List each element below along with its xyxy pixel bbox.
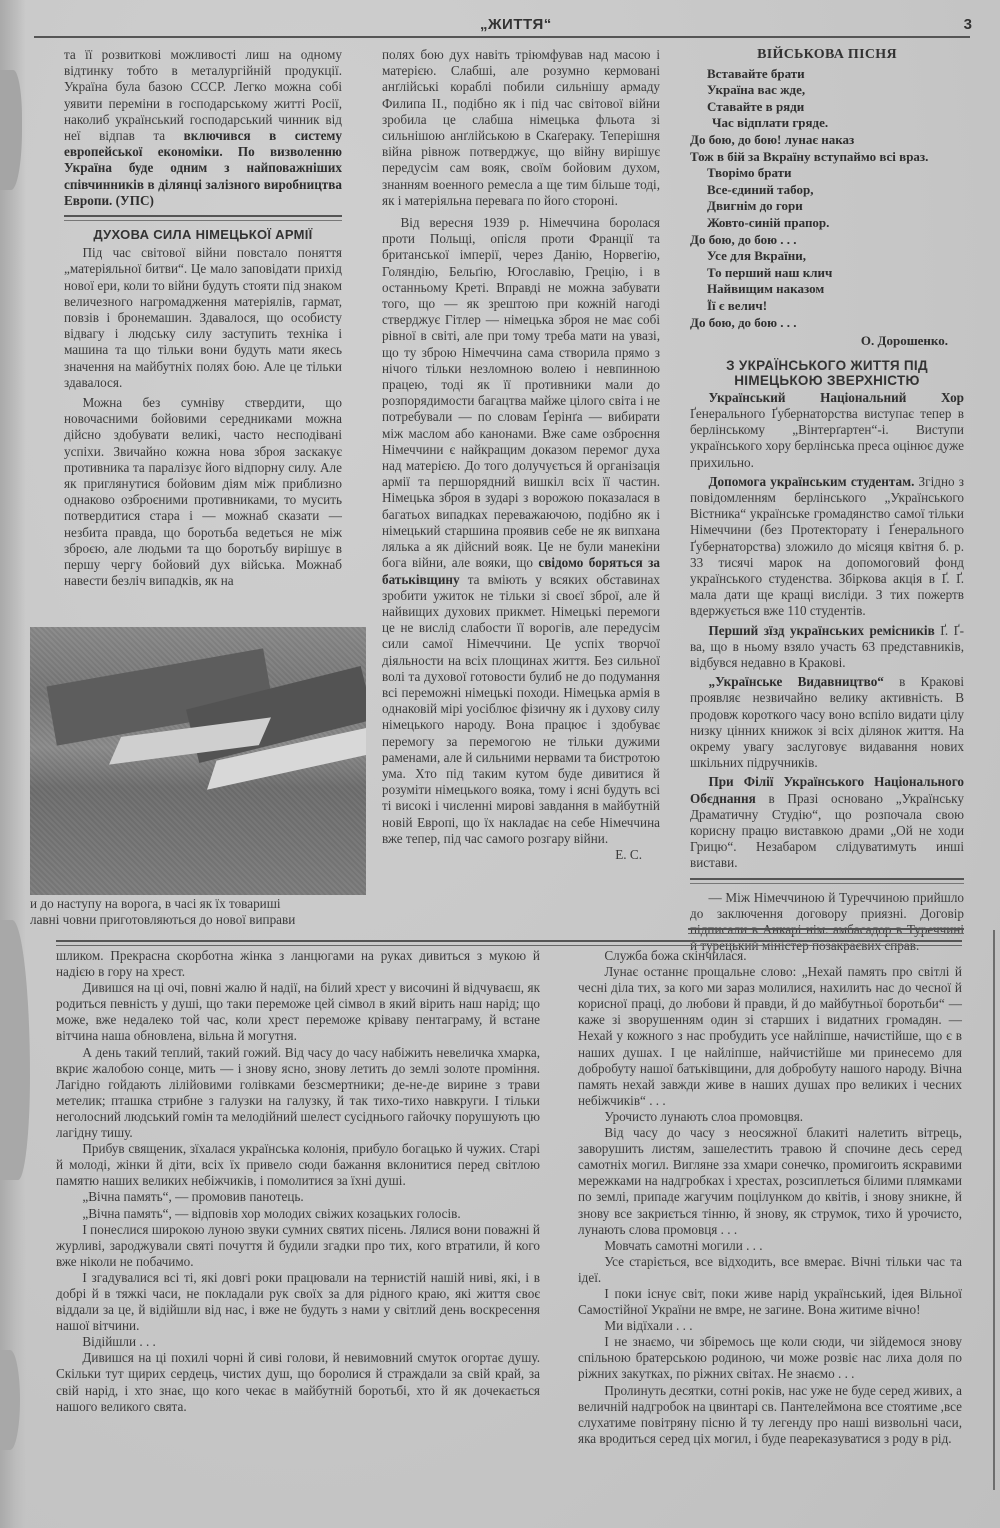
news-item-lead: При Філії Українського Національного Обєднання [690, 774, 964, 806]
caption-line: лавні човни приготовляються до нової виправи [30, 912, 296, 928]
poem-line: До бою, до бою! лунає наказ [690, 131, 855, 147]
torn-paper-patch [0, 70, 22, 190]
column-2 [382, 47, 660, 863]
brief-news: — Між Німеччиною й Туреччиною прийшло до заключення договору приязні. Договір підписали в Анкарі нім. амбасадор в Туреччині й турецький міністер позакраєвих справ. [690, 889, 964, 954]
story-paragraph: „Вічна память“, — промовив панотець. [82, 1189, 304, 1205]
poem-line: Жовто-синій прапор. [707, 214, 830, 230]
news-item-text: Ґенерального Ґубернаторства виступає тепер в берлінському „Вінтерґартен“-і. Виступи українського хору берлінська преса оцінює дуже прихильно. [690, 405, 964, 470]
poem-line: Тож в бій за Вкраїну вступаймо всі враз. [690, 148, 929, 164]
poem-line: Найвищим наказом [707, 281, 825, 297]
news-item-lead: Допомога українським студентам. [708, 473, 915, 489]
story-paragraph: І поки існує світ, поки живе нарід український, ідея Вільної Самостійної України не вмре, не загине. Вона житиме вічно! [578, 1285, 962, 1318]
news-item-lead: Український Національний Хор [708, 389, 964, 405]
intro-paragraph [64, 47, 342, 209]
story-paragraph: Відійшли . . . [82, 1334, 156, 1350]
page-number: 3 [963, 16, 972, 33]
section-divider [690, 878, 964, 884]
newspaper-title: „ЖИТТЯ“ [480, 16, 552, 33]
story-paragraph: Прибув священик, зїхалася українська колонія, прибуло богацько й чужих. Старі й молоді, жінки й діти, всіх їх привело сюди бажання вклонитися перед світлою памятю наших великих небіжчиків, і помолитися за їхні душі. [56, 1141, 540, 1189]
news-item-lead: „Українське Видавництво“ [708, 674, 884, 690]
story-paragraph: „Вічна память“, — відповів хор молодих свіжих козацьких голосів. [82, 1205, 461, 1221]
photo-caption [30, 896, 366, 928]
news-item-text: в Кракові проявляє незвичайно велику активність. В продовж короткого часу воно вспіло видати цілу низку цінних книжок зі всіх ділянок життя. На окрему увагу заслуговує видавання нових шкільних підручників. [690, 674, 964, 771]
page-header [30, 16, 970, 38]
torn-paper-edge [0, 0, 26, 1528]
poem [690, 47, 964, 350]
poem-line: Все-єдиний табор, [707, 181, 814, 197]
news-item [690, 774, 964, 871]
story-paragraph: Служба божа скінчилася. [604, 948, 747, 963]
page-edge-line [993, 930, 995, 1490]
story-paragraph: Лунає останнє прощальне слово: „Нехай память про світлі й чесні діла тих, за кого ми зараз молилися, нахилить нас до чесної й корисної праці, до любови й правди, й до майбутньої боротьби“ — каже зі зворушенням один зі старших і видатних громадян. — Нехай у кожного з нас пробудить усе найліпше, начистійше, що є в наших душах. І це найліпше, найчистійше ми принесемо для добробуту нашої батьківщини, для добробуту нашого народу. Вічна память нехай завжди живе в наших душах про великих і чесних небіжчиків“ . . . [578, 964, 962, 1108]
poem-author: О. Дорошенко. [860, 333, 948, 349]
news-item [690, 474, 964, 620]
story-paragraph: І не знаємо, чи збіремось ще коли сюди, чи зійдемося знову спільною братерською родиною, чи може розвіє нас лиха доля по ріжних закутках, по ріжних світах. Не знаємо . . . [578, 1334, 962, 1382]
poem-line: Двигнім до гори [707, 198, 803, 214]
section-divider [64, 215, 342, 221]
poem-line: Творімо брати [707, 165, 792, 181]
column-5 [578, 948, 962, 1447]
section-divider [688, 928, 964, 934]
poem-line: Усе для Вкраїни, [707, 248, 806, 264]
caption-line: и до наступу на ворога, в часі як їх товариші [30, 896, 281, 911]
news-section-title: З УКРАЇНСЬКОГО ЖИТТЯ ПІД НІМЕЦЬКОЮ ЗВЕРХНІСТЮ [726, 357, 928, 388]
poem-line: Час відплати гряде. [712, 115, 829, 131]
story-paragraph: Ми відїхали . . . [604, 1318, 693, 1334]
story-paragraph: І понеслися широкою луною звуки сумних святих пісень. Лялися вони поважні й журливі, зароджували святі почуття й будили згадки про тих, кого втратили, й кого вже ніколи не побачимо. [56, 1221, 540, 1269]
article-text: та вміють у всяких обставинах зробити ужиток не тільки зі своєї зброї, але й найвищих духових прикмет. Німецькі перемоги це не вислід слабости її ворогів, але передусім сили самої Німеччини. Це успіх творчої діяльности на всіх площинах життя. Без сильної волі та духової готовости булиб не до подумання всі переможні німецькі походи. Німецька армія в однаковій мірі уосіблює фізичну як і духову силу німецького народу. Вона працює і здобуває перемогу за перемогою не тільки дужими раменами, але й сильними нервами та бистротою ума. Хто під таким кутом буде дивитися й розуміти німецького вояка, тому і ясні будуть всі ті високі і численні мирові завдання в майбутній новій Европі, що їх накладає на себе Німеччина вже тепер, під час самого розгару війни. [382, 571, 660, 846]
article-paragraph: полях бою дух навіть тріюмфував над масою і матерією. Слабші, але розумно кермовані анґлійські кораблі побили сильнішу армаду Филипа II., подібно як і під час світової війни зробила це слабша німецька фльота зі сильнішою анґлійською в Скаґераку. Теперішня війна рівнож потверджує, що війну вирішує передусім сам вояк, своїм бойовим духом, знанням военного ремесла а ще тим більше тоді, як і матеріяльна перевага по його стороні. [382, 47, 660, 208]
page-section-divider [56, 940, 962, 946]
story-paragraph: І згадувалися всі ті, які довгі роки працювали на тернистій нашій ниві, які, і в добрі й в тяжкі часи, не покладали рук своїх за для рідного краю, які життя своє віддали за це, й відійшли від нас, і вже не будуть з нами у світлий день воскресення нашої вітчини. [56, 1269, 540, 1334]
news-item-lead: Перший зїзд українських ремісників [708, 622, 935, 638]
article-paragraph: Під час світової війни повстало поняття „матеріяльної битви“. Це мало заповідати прихід нової ери, коли то війни будуть стояти під знаком величезного нагромадження матеріялів, гармат, повзів і бронемашин. Здавалося, що особисту відвагу і людську силу заступить техніка і машина та що тільки вони будуть мати якесь значення на майбутніх полях бою. Але це тільки здавалося. [64, 245, 342, 390]
story-paragraph: Мовчать самотні могили . . . [604, 1237, 763, 1253]
poem-line: Її є велич! [707, 297, 768, 313]
story-paragraph: А день такий теплий, такий гожий. Від часу до часу набіжить невеличка хмарка, вкриє жалобою сонце, мить — і знову ясно, знову летить до землі золоте проміння. Лагідно гойдають лілійовими голівками безсмертники; де-не-де вирине з трави метелик; пташка стрибне з галузки на галузку, й так тихо-тихо навкруги. І тільки неголосний людський гомін та мелодійний шелест сусіднього гайочку порушують цю лагідну тишу. [56, 1044, 540, 1141]
story-paragraph: Урочисто лунають слоа промовцвя. [604, 1108, 804, 1124]
news-item [690, 674, 964, 771]
poem-line: До бою, до бою . . . [690, 314, 797, 330]
story-paragraph: Пролинуть десятки, сотні років, нас уже не буде серед живих, а величній надгробок на цвинтарі св. Пантелеймона все стоятиме ,все слухатиме повітряну пісню й ту легенду про наші визвольні часи, яка вродиться серед ціх могил, і буде пеарeказуватися з роду в рід. [578, 1382, 962, 1446]
news-item [690, 390, 964, 471]
column-1 [64, 47, 342, 590]
boats-photo [30, 627, 366, 895]
news-item-text: в Празі основано „Українську Драматичну Студію“, що розпочала свою корисну працю виставкою драми „Ой не ходи Грицю“. Незабаром слідуватимуть инші вистави. [690, 790, 964, 871]
story-paragraph: Від часу до часу з неосяжної блакиті налетить вітрець, заворушить листям, зашелестить травою й спочине десь серед самотніх могил. Вигляне зза хмари сонечко, промигоить яскравими мережками на надгробках і хрестах, розсиплеться білими плямками по землі, припаде жагучим поцілунком до квітів, і знову зникне, й знову все закриється тінню, й знову, як струмок, тихо й урочисто, лунають слова промовця . . . [578, 1125, 962, 1237]
poem-line: То перший наш клич [707, 264, 833, 280]
torn-paper-patch [0, 1350, 20, 1450]
poem-line: До бою, до бою . . . [690, 231, 797, 247]
poem-line: Вставайте брати [707, 65, 805, 81]
intro-text-bold: включився в систему европейської економіки. По визволенню Україна буде одним з найповажніших співчинників в ділянці залізного виробництва Европи. (УПС) [64, 128, 342, 208]
news-item [690, 623, 964, 672]
news-item-text: Ґ. Ґ-ва, що в ньому взяло участь 63 представників, відбувся недавно в Кракові. [690, 622, 964, 670]
article-signature: Е. С. [615, 846, 642, 862]
article-paragraph [382, 215, 660, 862]
column-3 [690, 47, 964, 954]
intro-text: та її розвиткові можливості лиш на одному відтинку тобто в металургійній продукції. Україна була базою СССР. Легко можна собі уявити переміни в господарському житті Росії, наколиб український господарський чинник від неї відпав та [64, 47, 342, 144]
news-item-text: Згідно з повідомленням берлінського „Українського Вістника“ українське громадянство самої тільки Німеччини (без Протекторату і Ґенерального Ґубернаторства) зложило до місяця квітня б. р. 33 тисячі марок на допомоговий фонд українського студенства. Збіркова акція в Ґ. Ґ. мала дати ще кращі висліди. З тих пожертв вдержується вже 110 студентів. [690, 473, 964, 619]
story-paragraph: шликом. Прекрасна скорботна жінка з ланцюгами на руках дивиться з мукою й надією в гору на хрест. [56, 948, 540, 980]
story-paragraph: Дивишся на ці похилі чорні й сиві голови, й невимовний смуток огортає душу. Скільки тут щирих сердець, чистих душ, що боролися й страждали за свій край, за свій нарід, і хто знає, що кого чекає в майбутній боротьбі, хто й як дочекається нашого великого свята. [56, 1350, 540, 1414]
poem-title: ВІЙСЬКОВА ПІСНЯ [757, 47, 897, 62]
article-text: Від вересня 1939 р. Німеччина боролася проти Польщі, опісля проти Франції та британської імперії, через Данію, Норвегію, Голяндію, Бельґію, Югославію, Грецію, і в останньому Креті. Вправді не можна забувати того, що — як зрештою при кожній нагоді стверджує Гітлер — німецька зброя не має собі рівної в світі, але при тому треба мати на увазі, що ту зброю Німеччина сама створила прямо з нічого тільки незломною волею і невпинною працею, тоді як її противники мали до розпорядимости багацтва майже цілого світа і не потребували — по словам Ґерінґа — вибирати між маслом або канонами. Вже саме озброєння Німеччини є найкращим доказом перемог духа над матерією. До того долучується й організація армії та першорядний вишкіл всіх її частин. Німецька зброя в зударі з ворожою показалася в багатьох випадках переважаючою, подібно як і німецький старшина проявив себе не як випхана лялька а як дійсний вояк. Це не були манекіни бога війни, але вояки, що [382, 215, 660, 571]
column-4 [56, 948, 540, 1415]
article-paragraph: Можна без сумніву ствердити, що новочасними бойовими середниками можна дійсно здобувати великі, часто несподівані успіхи. Звичайно кожна нова зброя заскакує противника та паралізує його відпорну силу. Але як приглянутися бойовим діям між приблизно однаково озброєними противниками, то мусить потвердитися стара і — можнаб сказати — незбита правда, що боротьба ведеться не між зброєю, але людьми та що боротьбу вирішує в першу чергу бойовий дух війська. Можнаб навести безліч випадків, як на [64, 395, 342, 589]
poem-line: Ставайте в ряди [707, 98, 805, 114]
story-paragraph: Усе старіється, все відходить, все вмерає. Вічні тільки час та ідеї. [578, 1253, 962, 1285]
story-paragraph: Дивишся на ці очі, повні жалю й надії, на білий хрест у височині й відчуваєш, як родиться певність у душі, що таки переможе цей сімвол в який вірить наш нарід; що може, вже недалеко той час, коли хрест переможе кріваву пентаграму, й встане вітчина наша обновлена, вільна й могутня. [56, 980, 540, 1044]
poem-line: Україна вас жде, [707, 82, 806, 98]
article-title: ДУХОВА СИЛА НІМЕЦЬКОЇ АРМІЇ [93, 227, 313, 243]
article-bold-phrase: свідомо боряться за батьківщину [382, 555, 660, 587]
header-rule [34, 36, 970, 38]
